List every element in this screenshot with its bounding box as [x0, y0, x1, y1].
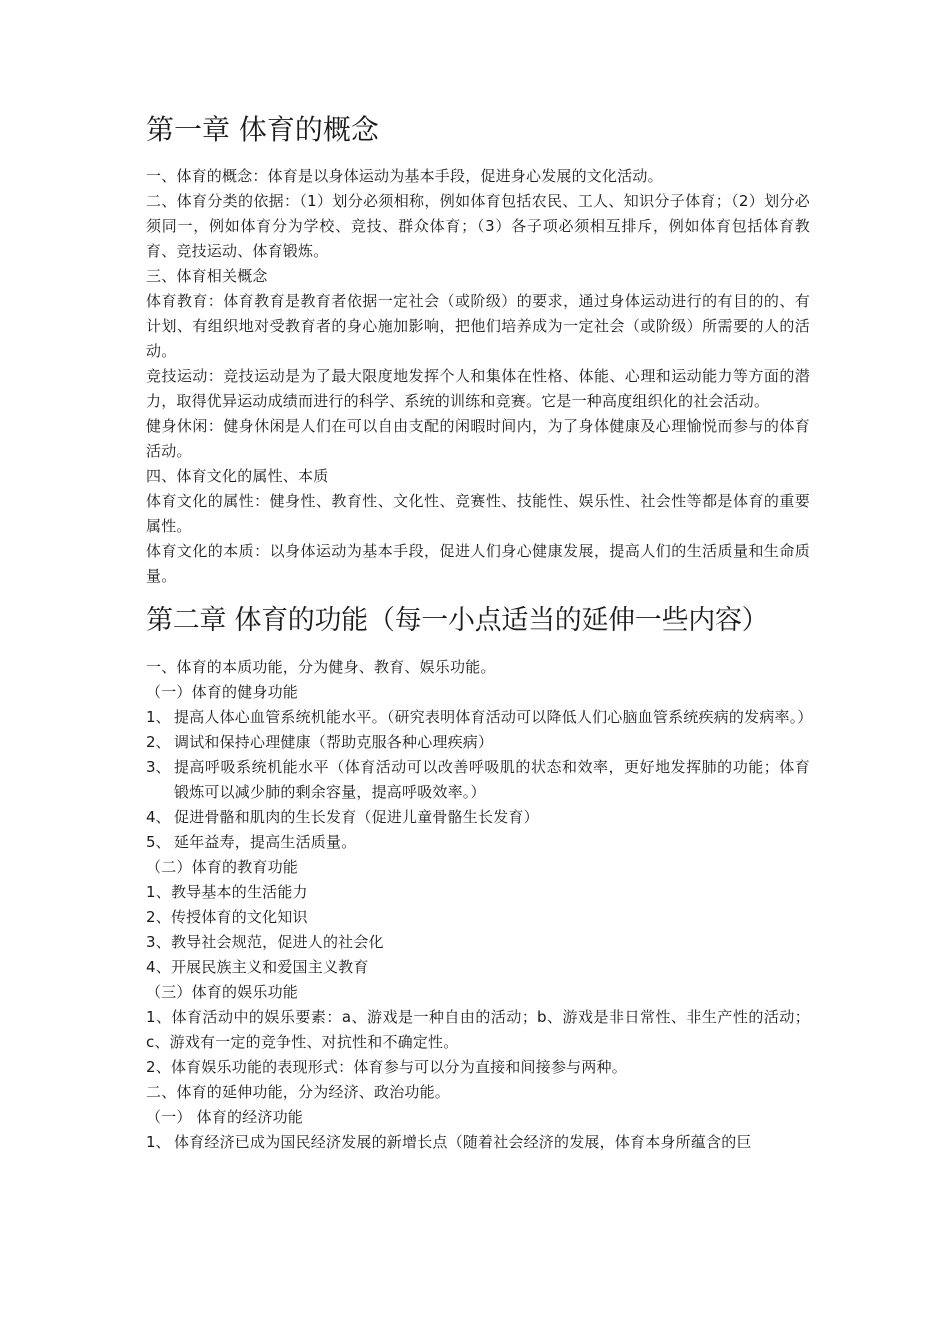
ch1-paragraph: 三、体育相关概念	[146, 267, 268, 285]
ch1-paragraph: 体育文化的属性：健身性、教育性、文化性、竞赛性、技能性、娱乐性、社会性等都是体育的重要属性。	[146, 492, 810, 535]
ch1-paragraph: 二、体育分类的依据：（1）划分必须相称，例如体育包括农民、工人、知识分子体育；（2）划分必须同一，例如体育分为学校、竞技、群众体育；（3）各子项必须相互排斥，例如体育包括体育教育、竞技运动、体育锻炼。	[146, 192, 810, 260]
numbered-item	[146, 730, 810, 755]
subsection-title: （二）体育的教育功能	[146, 858, 299, 876]
ch1-paragraph: 四、体育文化的属性、本质	[146, 467, 329, 485]
item-number: 1、	[146, 1133, 171, 1151]
ch1-paragraph: 竞技运动：竞技运动是为了最大限度地发挥个人和集体在性格、体能、心理和运动能力等方面的潜力，取得优异运动成绩而进行的科学、系统的训练和竞赛。它是一种高度组织化的社会活动。	[146, 367, 810, 410]
item-number: 3、	[146, 758, 171, 776]
item-text: 体育经济已成为国民经济发展的新增长点（随着社会经济的发展，体育本身所蕴含的巨	[174, 1133, 752, 1151]
item-number: 5、	[146, 833, 171, 851]
ch1-paragraph: 健身休闲：健身休闲是人们在可以自由支配的闲暇时间内，为了身体健康及心理愉悦而参与的体育活动。	[146, 417, 810, 460]
ch2-intro: 一、体育的本质功能，分为健身、教育、娱乐功能。	[146, 658, 496, 676]
chapter-2-title: 第二章 体育的功能（每一小点适当的延伸一些内容）	[146, 605, 769, 636]
ch1-paragraph: 一、体育的概念：体育是以身体运动为基本手段，促进身心发展的文化活动。	[146, 167, 663, 185]
section-title: 二、体育的延伸功能，分为经济、政治功能。	[146, 1083, 451, 1101]
list-item: 2、传授体育的文化知识	[146, 908, 308, 926]
document-page	[146, 108, 813, 1155]
subsection-title: （一） 体育的经济功能	[146, 1108, 303, 1126]
numbered-item	[146, 830, 810, 855]
subsection-title: （一）体育的健身功能	[146, 683, 299, 701]
item-text: 调试和保持心理健康（帮助克服各种心理疾病）	[174, 733, 494, 751]
item-number: 4、	[146, 808, 171, 826]
numbered-item	[146, 1130, 810, 1155]
list-item: 1、教导基本的生活能力	[146, 883, 308, 901]
list-item: 4、开展民族主义和爱国主义教育	[146, 958, 369, 976]
item-text: 提高呼吸系统机能水平（体育活动可以改善呼吸肌的状态和效率，更好地发挥肺的功能；体育锻炼可以减少肺的剩余容量，提高呼吸效率。）	[174, 758, 810, 801]
numbered-item	[146, 755, 810, 805]
item-number: 2、	[146, 733, 171, 751]
item-number: 1、	[146, 708, 171, 726]
item-text: 延年益寿，提高生活质量。	[174, 833, 357, 851]
item-text: 提高人体心血管系统机能水平。（研究表明体育活动可以降低人们心脑血管系统疾病的发病率。）	[174, 708, 813, 726]
numbered-item	[146, 705, 813, 730]
list-item: 1、体育活动中的娱乐要素：a、游戏是一种自由的活动；b、游戏是非日常性、非生产性的活动；c、游戏有一定的竞争性、对抗性和不确定性。	[146, 1008, 810, 1051]
list-item: 3、教导社会规范，促进人的社会化	[146, 933, 384, 951]
ch1-paragraph: 体育教育：体育教育是教育者依据一定社会（或阶级）的要求，通过身体运动进行的有目的的、有计划、有组织地对受教育者的身心施加影响，把他们培养成为一定社会（或阶级）所需要的人的活动。	[146, 292, 810, 360]
numbered-item	[146, 805, 810, 830]
subsection-title: （三）体育的娱乐功能	[146, 983, 299, 1001]
ch1-paragraph: 体育文化的本质：以身体运动为基本手段，促进人们身心健康发展，提高人们的生活质量和生命质量。	[146, 542, 810, 585]
chapter-1-title: 第一章 体育的概念	[146, 113, 379, 146]
item-text: 促进骨骼和肌肉的生长发育（促进儿童骨骼生长发育）	[174, 808, 539, 826]
list-item: 2、体育娱乐功能的表现形式：体育参与可以分为直接和间接参与两种。	[146, 1058, 627, 1076]
